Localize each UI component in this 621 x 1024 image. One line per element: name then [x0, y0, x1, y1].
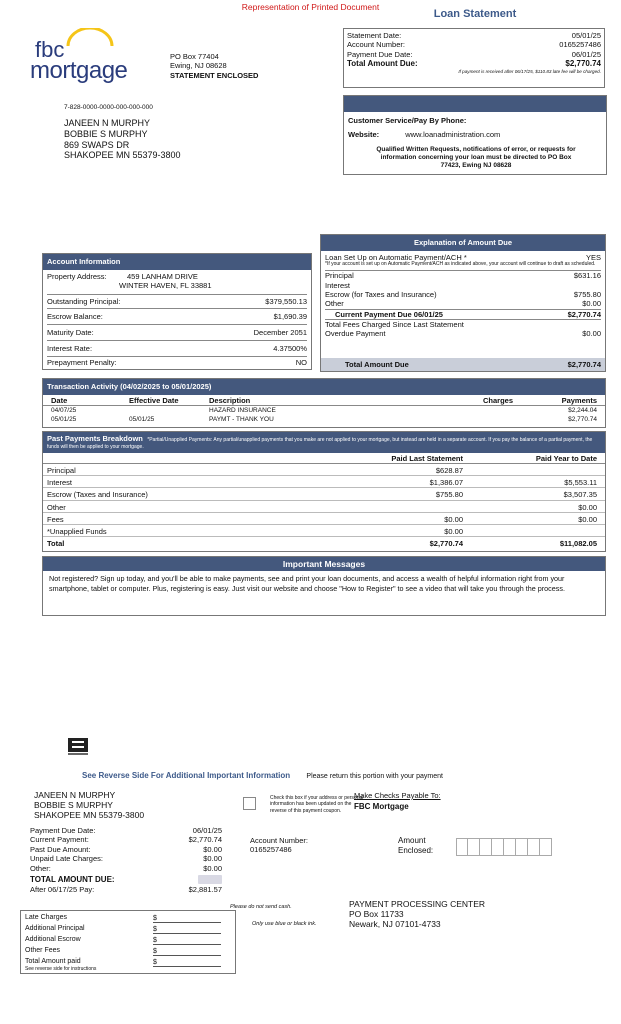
statement-enclosed-text: STATEMENT ENCLOSED: [170, 70, 259, 80]
row-value: $0.00: [203, 863, 222, 873]
row-label: Outstanding Principal:: [47, 296, 121, 306]
coupon-header-line: [82, 771, 443, 782]
due-row: [325, 271, 601, 280]
breakdown-note: *Partial/Unapplied Payments: Any partial/unapplied payments that you make are not applied to your mortgage, but instead are held in a separate account. If you pay the balance of a partial payment, the funds will then be applied to your mortgage.: [47, 437, 593, 450]
enclosed-label: Enclosed:: [398, 846, 434, 855]
property-address-line: WINTER HAVEN, FL 33881: [119, 281, 212, 291]
col-payments: Payments: [561, 396, 597, 405]
statement-row: [347, 40, 601, 49]
website-line: [348, 130, 500, 139]
form-rows: [21, 911, 235, 970]
payable-block: [354, 791, 441, 812]
form-row: [25, 913, 231, 924]
account-row: [47, 357, 307, 369]
address-change-text: Check this box if your address or personal information has been updated on the reverse of this payment coupon.: [270, 795, 364, 814]
breakdown-ytd: $5,553.11: [564, 478, 597, 488]
late-fee-note: If payment is received after 06/17/25, $110.83 late fee will be charged.: [458, 69, 601, 75]
property-address-line: 459 LANHAM DRIVE: [127, 272, 198, 281]
breakdown-rows: [43, 464, 605, 549]
transaction-activity-panel: [42, 378, 606, 428]
col-date: Date: [51, 396, 68, 405]
coupon-row: [30, 864, 222, 873]
current-payment-row: [325, 310, 601, 319]
row-value: 0165257486: [559, 40, 601, 50]
fees-row: [325, 320, 601, 329]
breakdown-row: [43, 464, 605, 476]
col-description: Description: [209, 396, 251, 405]
activity-description: PAYMT - THANK YOU: [209, 416, 274, 423]
amount-due-panel: [320, 234, 606, 372]
row-value: 06/01/25: [192, 826, 222, 835]
breakdown-ytd: $3,507.35: [563, 490, 597, 500]
logo-text-bottom: mortgage: [30, 57, 128, 84]
ach-value: YES: [585, 253, 601, 262]
breakdown-label: Interest: [47, 478, 73, 488]
amount-label: Amount: [398, 836, 426, 845]
ach-label: Loan Set Up on Automatic Payment/ACH *: [325, 253, 467, 262]
account-row: [47, 341, 307, 356]
due-row: [325, 299, 601, 308]
breakdown-label: Other: [47, 502, 66, 512]
form-amount-field[interactable]: $: [153, 948, 221, 956]
row-value: $1,690.39: [273, 311, 307, 321]
col-paid-last: Paid Last Statement: [391, 454, 463, 463]
form-row-label: Late Charges: [25, 914, 68, 922]
return-address: [170, 52, 258, 80]
row-label: Payment Due Date:: [30, 826, 96, 835]
form-amount-field[interactable]: $: [153, 959, 221, 967]
messages-body: Not registered? Sign up today, and you'll be able to make payments, see and print your loan documents, and access a wealth of helpful information right from your smartphone, tablet or computer. Plus, registering is easy. Just visit our website and choose "How to Register" to see a video that will take you through the process.: [49, 574, 565, 593]
after-date-value: $2,881.57: [188, 884, 222, 894]
row-value: NO: [295, 358, 307, 368]
breakdown-label: *Unapplied Funds: [47, 526, 107, 536]
coupon-account: [250, 836, 308, 855]
ach-note: *If your account is set up on Automatic Payment/ACH as indicated above, your account will continue to draft as scheduled.: [325, 261, 596, 268]
form-row: [25, 935, 231, 946]
return-address-line: Ewing, NJ 08628: [170, 61, 227, 71]
contact-box: [343, 95, 607, 175]
contact-header-bar: [344, 96, 606, 112]
form-amount-field[interactable]: $: [153, 937, 221, 945]
breakdown-last: $0.00: [444, 526, 463, 536]
breakdown-label: Escrow (Taxes and Insurance): [47, 490, 148, 500]
form-row-label: Additional Principal: [25, 925, 85, 933]
breakdown-last: $2,770.74: [429, 539, 463, 549]
account-row: [47, 325, 307, 340]
row-label: Other:: [30, 863, 51, 873]
borrower-street: 869 SWAPS DR: [64, 139, 130, 150]
row-label: Current Payment:: [30, 835, 89, 845]
property-address-label: Property Address:: [47, 272, 107, 281]
breakdown-last: $628.87: [435, 466, 463, 475]
website-value[interactable]: www.loanadministration.com: [405, 130, 501, 139]
form-amount-field[interactable]: $: [153, 926, 221, 934]
row-value: $0.00: [582, 299, 601, 309]
form-row: [25, 924, 231, 935]
breakdown-label: Fees: [47, 514, 64, 524]
logo-text-top: fbc: [35, 37, 65, 62]
row-label: Interest Rate:: [47, 343, 93, 353]
barcode-line: 7-828-0000-0000-000-000-000: [64, 104, 153, 111]
breakdown-last: $0.00: [444, 514, 463, 524]
form-row-label: Other Fees: [25, 947, 61, 955]
document-banner: Representation of Printed Document: [241, 2, 380, 12]
row-value: December 2051: [253, 327, 307, 337]
breakdown-ytd: $0.00: [578, 502, 597, 512]
processing-center: [349, 899, 485, 930]
scissors-icon: [68, 738, 88, 756]
row-label: Escrow Balance:: [47, 311, 103, 321]
row-value: $2,770.74: [188, 835, 222, 845]
ink-note: Only use blue or black ink.: [252, 921, 317, 927]
col-paid-ytd: Paid Year to Date: [535, 454, 597, 463]
row-label: Other: [325, 299, 344, 309]
breakdown-header: [43, 432, 605, 453]
account-info-panel: [42, 253, 312, 370]
customer-service-label: Customer Service/Pay By Phone:: [348, 116, 467, 125]
processing-city: Newark, NJ 07101-4733: [349, 919, 441, 930]
row-value: 4.37500%: [273, 343, 307, 353]
row-value: 06/01/25: [571, 49, 601, 59]
coupon-row: [30, 835, 222, 844]
activity-payment: $2,770.74: [568, 416, 597, 423]
borrower-city: SHAKOPEE MN 55379-3800: [64, 150, 181, 161]
breakdown-ytd: $11,082.05: [559, 539, 597, 549]
website-label: Website:: [348, 130, 380, 139]
row-label: Principal: [325, 271, 354, 281]
row-label: Payment Due Date:: [347, 49, 413, 59]
statement-row: [347, 50, 601, 59]
row-value: 05/01/25: [571, 31, 601, 40]
amount-due-header: Explanation of Amount Due: [321, 235, 605, 251]
coupon-borrower-name: BOBBIE S MURPHY: [34, 800, 113, 811]
due-row: [325, 281, 601, 290]
activity-column-headers: [43, 395, 605, 406]
row-label: Unpaid Late Charges:: [30, 854, 103, 864]
breakdown-row: [43, 525, 605, 537]
overdue-row: [325, 329, 601, 338]
col-effective-date: Effective Date: [129, 396, 179, 405]
row-label: Account Number:: [347, 40, 405, 50]
row-value: $755.80: [573, 289, 601, 299]
breakdown-row: [43, 501, 605, 513]
coupon-account-label: Account Number:: [250, 836, 308, 845]
coupon-amounts: [30, 826, 222, 894]
account-info-header: Account Information: [43, 254, 311, 270]
breakdown-label: Total: [47, 539, 65, 549]
row-value: $379,550.13: [265, 296, 307, 306]
after-date-label: After 06/17/25 Pay:: [30, 884, 95, 894]
coupon-total-label: TOTAL AMOUNT DUE:: [30, 874, 115, 884]
borrower-name: JANEEN N MURPHY: [64, 118, 151, 128]
row-label: Past Due Amount:: [30, 844, 91, 854]
col-charges: Charges: [483, 396, 514, 405]
coupon-borrower: [34, 790, 144, 821]
form-row-label: Additional Escrow: [25, 936, 81, 944]
overdue-value: $0.00: [582, 329, 601, 339]
processing-pobox: PO Box 11733: [349, 909, 404, 920]
overdue-label: Overdue Payment: [325, 329, 386, 339]
form-row: [25, 946, 231, 957]
loan-statement-box: [343, 8, 607, 88]
address-change-checkbox[interactable]: [243, 797, 256, 810]
qwr-text: Qualified Written Requests, notifications of error, or requests for information concerning your loan must be directed to PO Box 77423, Ewing NJ 08628: [376, 146, 576, 170]
important-messages-panel: [42, 556, 606, 616]
property-address-row: [47, 272, 307, 281]
return-portion-note: Please return this portion with your payment: [306, 773, 443, 780]
coupon-borrower-name: JANEEN N MURPHY: [34, 790, 116, 800]
activity-date: 05/01/25: [51, 416, 77, 423]
coupon-row: [30, 854, 222, 863]
total-due-label: Total Amount Due:: [347, 59, 418, 69]
total-amount-value: $2,770.74: [567, 360, 601, 369]
form-row-label: Total Amount paid: [25, 958, 81, 966]
form-instructions-note: See reverse side for instructions: [25, 965, 97, 972]
amount-enclosed: [398, 836, 433, 856]
cash-note: Please do not send cash.: [230, 904, 292, 910]
breakdown-label: Principal: [47, 466, 76, 475]
row-value: $631.16: [573, 271, 601, 281]
payment-form-box: [20, 910, 236, 974]
activity-row: [43, 416, 605, 426]
breakdown-ytd: $0.00: [578, 514, 597, 524]
borrower-address: [64, 118, 181, 161]
statement-row: [347, 31, 601, 40]
row-label: Escrow (for Taxes and Insurance): [325, 289, 437, 299]
current-payment-label: Current Payment Due 06/01/25: [335, 309, 443, 319]
payments-breakdown-panel: [42, 431, 606, 552]
row-value: $0.00: [203, 844, 222, 854]
coupon-row: [30, 826, 222, 835]
total-due-value: $2,770.74: [565, 59, 601, 69]
amount-due-total-bar: [321, 358, 605, 371]
row-label: Maturity Date:: [47, 327, 94, 337]
breakdown-last: $1,386.07: [429, 478, 463, 488]
activity-date: 04/07/25: [51, 407, 77, 414]
activity-header: Transaction Activity (04/02/2025 to 05/01/2025): [43, 379, 605, 395]
breakdown-row: [43, 513, 605, 525]
coupon-row: [30, 845, 222, 854]
breakdown-column-headers: [43, 453, 605, 464]
breakdown-row: [43, 537, 605, 549]
breakdown-row: [43, 476, 605, 488]
activity-payment: $2,244.04: [568, 407, 597, 414]
coupon-after-row: [30, 885, 222, 894]
account-row: [47, 295, 307, 308]
coupon-account-value: 0165257486: [250, 845, 292, 855]
breakdown-row: [43, 488, 605, 500]
activity-effective-date: 05/01/25: [129, 416, 155, 423]
activity-description: HAZARD INSURANCE: [209, 407, 276, 414]
total-due-row: [347, 59, 601, 69]
fees-label: Total Fees Charged Since Last Statement: [325, 320, 464, 329]
processing-name: PAYMENT PROCESSING CENTER: [349, 899, 486, 909]
loan-statement-title: Loan Statement: [433, 8, 517, 20]
messages-header: Important Messages: [43, 557, 605, 571]
due-row: [325, 290, 601, 299]
coupon-total-row: [30, 875, 222, 885]
breakdown-last: $755.80: [435, 490, 463, 500]
row-value: $0.00: [203, 854, 222, 864]
payable-label: Make Checks Payable To:: [354, 791, 441, 800]
row-label: Statement Date:: [347, 31, 402, 40]
reverse-side-note: See Reverse Side For Additional Important Information: [82, 771, 291, 780]
borrower-name: BOBBIE S MURPHY: [64, 128, 148, 139]
total-amount-label: Total Amount Due: [345, 360, 409, 369]
breakdown-title: Past Payments Breakdown: [47, 434, 143, 443]
form-amount-field[interactable]: $: [153, 915, 221, 923]
account-row: [47, 309, 307, 324]
activity-row: [43, 406, 605, 416]
return-address-line: PO Box 77404: [170, 52, 219, 61]
coupon-borrower-city: SHAKOPEE MN 55379-3800: [34, 810, 145, 821]
row-label: Interest: [325, 280, 351, 290]
row-label: Prepayment Penalty:: [47, 358, 117, 368]
current-payment-value: $2,770.74: [567, 309, 601, 319]
fbc-mortgage-logo: [30, 28, 140, 86]
payable-to: FBC Mortgage: [354, 802, 409, 812]
amount-enclosed-boxes[interactable]: [456, 838, 552, 856]
